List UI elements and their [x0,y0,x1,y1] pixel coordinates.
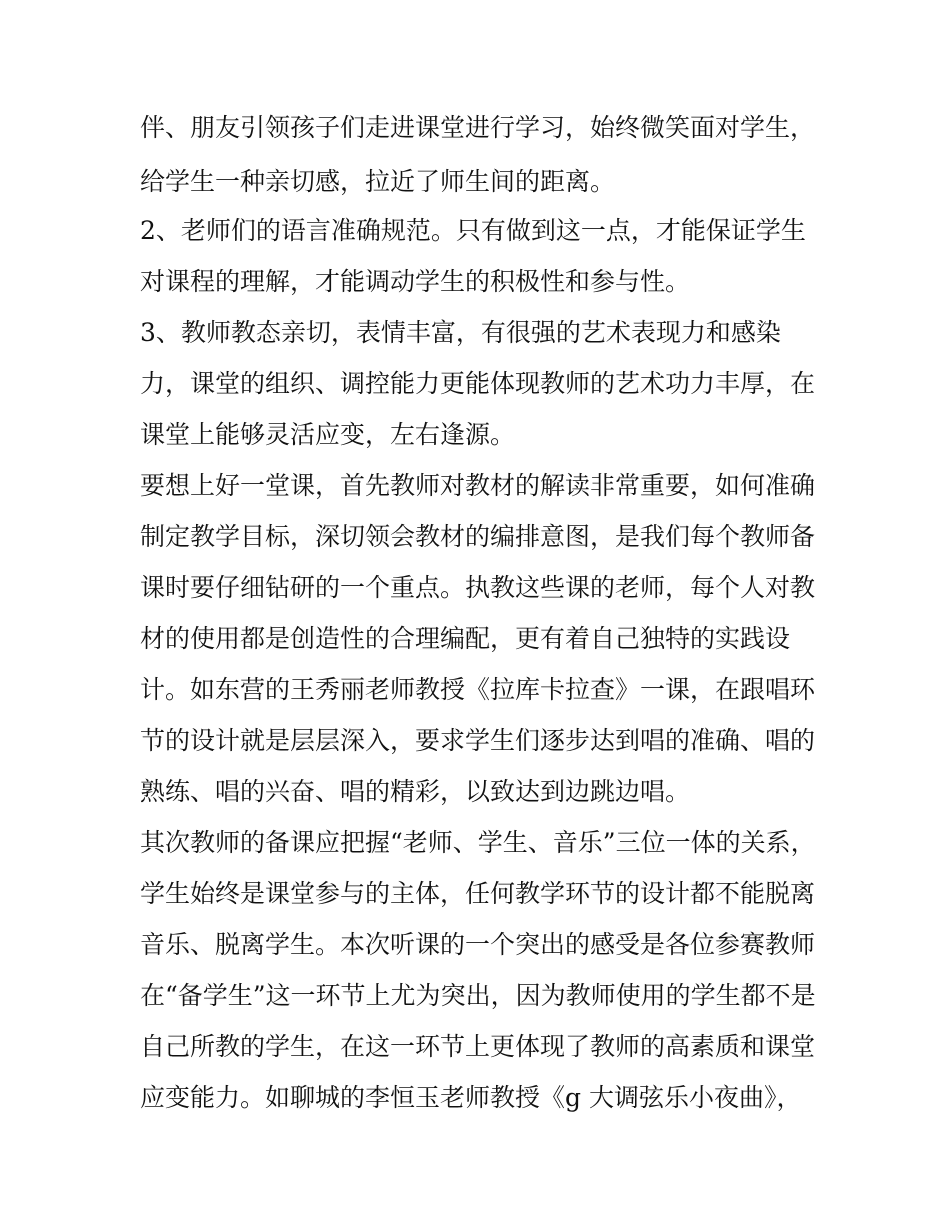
text-line-11: 材的使用都是创造性的合理编配，更有着自己独特的实践设 [140,624,791,653]
text-line-20: 应变能力。如聊城的李恒玉老师教授《g 大调弦乐小夜曲》， [140,1083,802,1112]
text-line-17: 音乐、脱离学生。本次听课的一个突出的感受是各位参赛教师 [140,930,816,959]
text-line-13: 节的设计就是层层深入，要求学生们逐步达到唱的准确、唱的 [140,726,816,755]
text-line-8: 要想上好一堂课，首先教师对教材的解读非常重要，如何准确 [140,471,816,500]
text-line-3: 2、老师们的语言准确规范。只有做到这一点，才能保证学生 [140,216,806,245]
text-line-4: 对课程的理解，才能调动学生的积极性和参与性。 [140,267,691,296]
text-line-5: 3、教师教态亲切，表情丰富，有很强的艺术表现力和感染 [140,318,781,347]
text-line-6: 力，课堂的组织、调控能力更能体现教师的艺术功力丰厚，在 [140,369,816,398]
text-line-19: 自己所教的学生，在这一环节上更体现了教师的高素质和课堂 [140,1032,816,1061]
text-line-1: 伴、朋友引领孩子们走进课堂进行学习，始终微笑面对学生， [140,113,816,142]
text-line-14: 熟练、唱的兴奋、唱的精彩，以致达到边跳边唱。 [140,777,691,806]
text-line-12: 计。如东营的王秀丽老师教授《拉库卡拉查》一课，在跟唱环 [140,675,816,704]
text-line-2: 给学生一种亲切感，拉近了师生间的距离。 [140,167,616,196]
text-line-9: 制定教学目标，深切领会教材的编排意图，是我们每个教师备 [140,522,816,551]
text-line-10: 课时要仔细钻研的一个重点。执教这些课的老师，每个人对教 [140,573,816,602]
text-line-16: 学生始终是课堂参与的主体，任何教学环节的设计都不能脱离 [140,879,816,908]
text-line-7: 课堂上能够灵活应变，左右逢源。 [140,420,516,449]
text-line-15: 其次教师的备课应把握“老师、学生、音乐”三位一体的关系， [140,828,816,857]
text-line-18: 在“备学生”这一环节上尤为突出，因为教师使用的学生都不是 [140,981,816,1010]
